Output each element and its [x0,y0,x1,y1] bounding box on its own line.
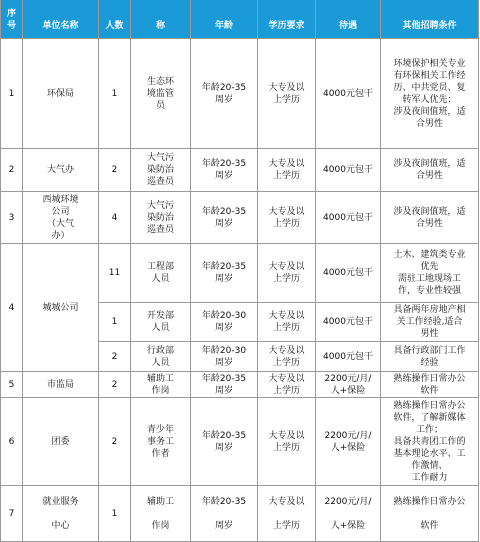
headcount: 1 [99,39,131,149]
table-row [1,486,479,542]
other-conditions: 涉及夜间值班，适 合男性 [381,192,479,244]
education-requirement: 大专及以 上学历 [258,39,316,149]
pay: 2200元/月/ 人+保险 [316,398,381,486]
age-requirement: 年龄20-30 周岁 [191,303,258,342]
header-age: 年龄 [191,0,258,39]
unit-name: 环保局 [23,39,99,149]
other-conditions: 土木、建筑类专业 优先 需驻工地现场工 作，专业性较强 [381,244,479,303]
headcount: 1 [99,303,131,342]
table-row [1,372,479,398]
table-row [1,39,479,149]
headcount: 2 [99,149,131,192]
position-name: 大气污 染防治 巡查员 [131,149,191,192]
row-number: 5 [1,372,23,398]
age-requirement: 年龄20-35 周岁 [191,244,258,303]
header-no: 序号 [1,0,23,39]
other-conditions: 熟练操作日常办公 软件，了解新媒体 工作； 具备共青团工作的 基本理论水平、工 作激情、 工作耐力 [381,398,479,486]
header-position: 称 [131,0,191,39]
other-conditions: 具备两年房地产相 关工作经验,适合 男性 [381,303,479,342]
position-name: 辅助工 作岗 [131,486,191,542]
pay: 4000元包干 [316,244,381,303]
pay: 4000元包干 [316,149,381,192]
other-conditions: 环境保护相关专业 有环保相关工作经 历、中共党员、复 转军人优先； 涉及夜间值班，适 合男性 [381,39,479,149]
table-row [1,192,479,244]
position-name: 工程部 人员 [131,244,191,303]
headcount: 2 [99,398,131,486]
other-conditions: 涉及夜间值班，适 合男性 [381,149,479,192]
age-requirement: 年龄20-35 周岁 [191,372,258,398]
other-conditions: 熟练操作日常办公 软件 [381,486,479,542]
row-number: 2 [1,149,23,192]
headcount: 4 [99,192,131,244]
header-pay: 待遇 [316,0,381,39]
position-name: 行政部 人员 [131,342,191,372]
education-requirement: 大专及以 上学历 [258,342,316,372]
position-name: 大气污 染防治 巡查员 [131,192,191,244]
pay: 2200元/月/ 人+保险 [316,486,381,542]
row-number: 3 [1,192,23,244]
education-requirement: 大专及以 上学历 [258,192,316,244]
position-name: 辅助工 作岗 [131,372,191,398]
unit-name: 西城环境 公司 （大气 办） [23,192,99,244]
pay: 4000元包干 [316,342,381,372]
table-row [1,244,479,303]
header-other: 其他招聘条件 [381,0,479,39]
unit-name: 大气办 [23,149,99,192]
table-row [1,398,479,486]
other-conditions: 熟练操作日常办公 软件 [381,372,479,398]
unit-name: 就业服务 中心 [23,486,99,542]
pay: 2200元/月/ 人+保险 [316,372,381,398]
headcount: 2 [99,342,131,372]
header-unit: 单位名称 [23,0,99,39]
pay: 4000元包干 [316,192,381,244]
education-requirement: 大专及以 上学历 [258,244,316,303]
age-requirement: 年龄20-30 周岁 [191,342,258,372]
position-name: 开发部 人员 [131,303,191,342]
pay: 4000元包干 [316,303,381,342]
other-conditions: 具备行政部门工作 经验 [381,342,479,372]
row-number: 6 [1,398,23,486]
header-row [1,0,479,39]
education-requirement: 大专及以 上学历 [258,398,316,486]
age-requirement: 年龄20-35 周岁 [191,39,258,149]
headcount: 2 [99,372,131,398]
table-row [1,149,479,192]
education-requirement: 大专及以 上学历 [258,303,316,342]
headcount: 11 [99,244,131,303]
age-requirement: 年龄20-35 周岁 [191,398,258,486]
unit-name: 团委 [23,398,99,486]
position-name: 生态环 境监管 员 [131,39,191,149]
unit-name: 市监局 [23,372,99,398]
headcount: 1 [99,486,131,542]
pay: 4000元包干 [316,39,381,149]
position-name: 青少年 事务工 作者 [131,398,191,486]
row-number: 7 [1,486,23,542]
age-requirement: 年龄20-35 周岁 [191,486,258,542]
header-education: 学历要求 [258,0,316,39]
education-requirement: 大专及以 上学历 [258,149,316,192]
age-requirement: 年龄20-35 周岁 [191,149,258,192]
unit-name: 城城公司 [23,244,99,372]
education-requirement: 大专及以 上学历 [258,372,316,398]
education-requirement: 大专及以 上学历 [258,486,316,542]
header-count: 人数 [99,0,131,39]
row-number: 4 [1,244,23,372]
age-requirement: 年龄20-35 周岁 [191,192,258,244]
row-number: 1 [1,39,23,149]
